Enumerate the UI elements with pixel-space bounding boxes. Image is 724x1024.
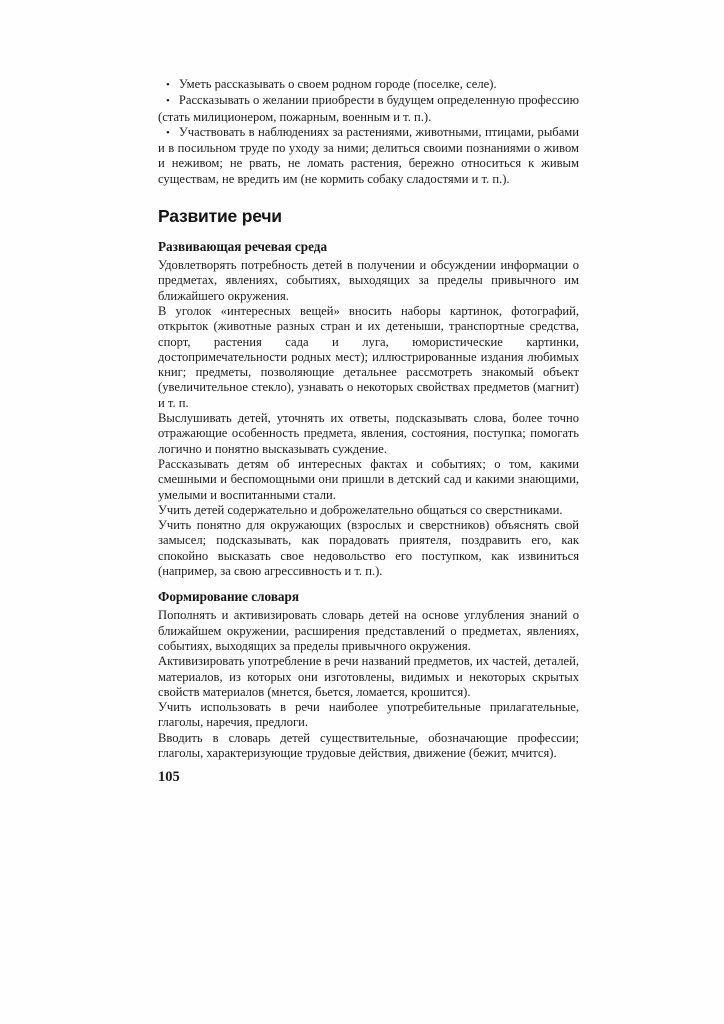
paragraph: Учить использовать в речи наиболее употребительные прилагательные, глаголы, наречия, предлоги. [158, 700, 579, 730]
bullet-marker-icon: • [166, 95, 170, 108]
subsection-heading-vocabulary: Формирование словаря [158, 589, 299, 605]
bullet-marker-icon: • [166, 79, 170, 91]
paragraph: Учить детей содержательно и доброжелательно общаться со сверстниками. [158, 502, 563, 517]
bullet-text: Участвовать в наблюдениях за растениями, животными, птицами, рыбами и в посильном труде по уходу за ними; делиться своими познаниями о живом и неживом; не рвать, не ломать растения, бережно относиться к живым существам, не вредить им (не кормить собаку сладостями и т. п.). [158, 124, 579, 186]
bullet-marker-icon: • [166, 126, 170, 139]
page-content [158, 77, 579, 786]
paragraph: Удовлетворять потребность детей в получении и обсуждении информации о предметах, явлениях, событиях, выходящих за пределы привычного им ближайшего окружения. [158, 258, 579, 303]
subsection-heading-speech-environment: Развивающая речевая среда [158, 239, 328, 255]
bullet-item [158, 125, 579, 187]
paragraph: Вводить в словарь детей существительные, обозначающие профессии; глаголы, характеризующие трудовые действия, движение (бежит, мчится). [158, 730, 579, 760]
paragraph: Рассказывать детям об интересных фактах и событиях; о том, какими смешными и беспомощными они пришли в детский сад и какими знающими, умелыми и воспитанными стали. [158, 456, 579, 502]
page-number: 105 [158, 769, 180, 786]
chapter-heading: Развитие речи [158, 206, 282, 227]
paragraph: Учить понятно для окружающих (взрослых и сверстников) объяснять свой замысел; подсказывать, как порадовать приятеля, поздравить его, как спокойно высказать свое недовольство его поступком, как извиниться (например, за свою агрессивность и т. п.). [158, 518, 579, 579]
paragraph: Пополнять и активизировать словарь детей на основе углубления знаний о ближайшем окружении, расширения представлений о предметах, явлениях, событиях, выходящих за пределы привычного окружения. [158, 608, 579, 653]
bullet-item [158, 93, 579, 125]
paragraph: Выслушивать детей, уточнять их ответы, подсказывать слова, более точно отражающие особенность предмета, явления, состояния, поступка; помогать логично и понятно высказывать суждение. [158, 411, 579, 456]
paragraph: В уголок «интересных вещей» вносить наборы картинок, фотографий, открыток (животные разных стран и их детеныши, транспортные средства, спорт, растения сада и луга, юмористические картинки, достопримечательности родных мест); иллюстрированные издания любимых книг; предметы, позволяющие детальнее рассмотреть знакомый объект (увеличительное стекло), узнавать о некоторых свойствах предметов (магнит) и т. п. [158, 303, 579, 410]
bullet-text: Уметь рассказывать о своем родном городе (поселке, селе). [178, 77, 497, 91]
paragraph: Активизировать употребление в речи названий предметов, их частей, деталей, материалов, из которых они изготовлены, видимых и некоторых скрытых свойств материалов (мнется, бьется, ломается, крошится). [158, 654, 579, 699]
bullet-text: Рассказывать о желании приобрести в будущем определенную профессию (стать милиционером, пожарным, военным и т. п.). [158, 93, 579, 124]
bullet-item [158, 77, 579, 93]
